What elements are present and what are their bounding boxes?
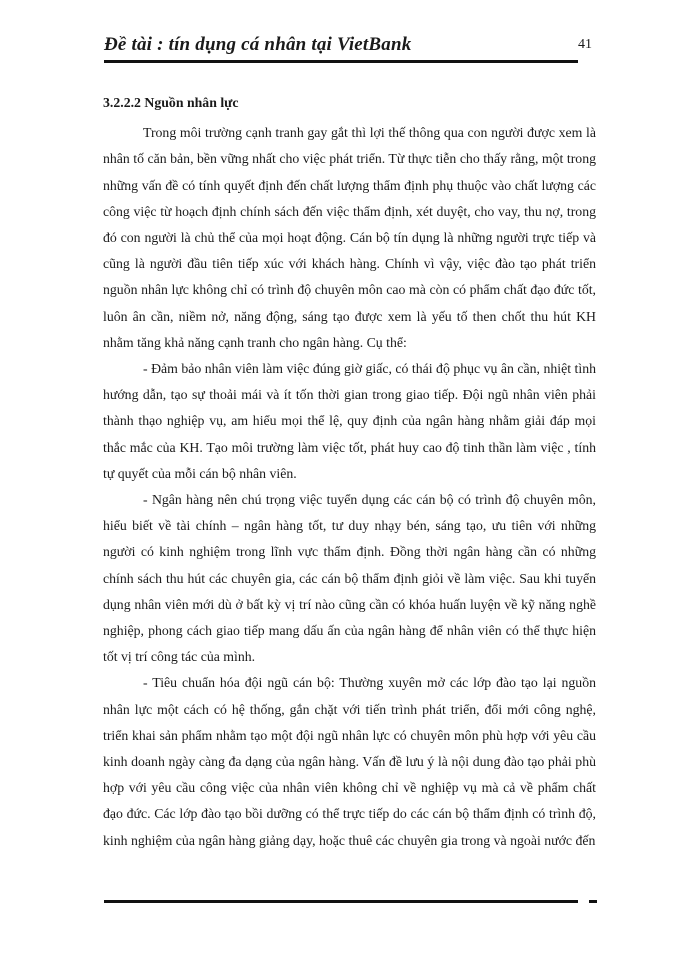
- footer-dash: [589, 900, 597, 903]
- header-divider: [104, 60, 578, 63]
- section-heading: 3.2.2.2 Nguồn nhân lực: [103, 95, 239, 110]
- page-number: 41: [578, 37, 592, 52]
- document-header-title: Đề tài : tín dụng cá nhân tại VietBank: [104, 34, 412, 55]
- paragraph-bullet-standardization: - Tiêu chuẩn hóa đội ngũ cán bộ: Thường xuyên mở các lớp đào tạo lại nguồn nhân lực một cách có hệ thống, gắn chặt với tiến trình phát triển, đổi mới công nghệ, triển khai sản phẩm nhằm tạo một đội ngũ nhân lực có chuyên môn phù hợp với yêu cầu kinh doanh ngày càng đa dạng của ngân hàng. Vấn đề lưu ý là nội dung đào tạo phải phù hợp với yêu cầu công việc của nhân viên không chỉ về nghiệp vụ mà cả về phẩm chất đạo đức. Các lớp đào tạo bồi dưỡng có thể trực tiếp do các cán bộ thẩm định có trình độ, kinh nghiệm của ngân hàng giảng dạy, hoặc thuê các chuyên gia trong và ngoài nước đến: [103, 675, 596, 848]
- paragraph-bullet-recruitment: - Ngân hàng nên chú trọng việc tuyển dụng các cán bộ có trình độ chuyên môn, hiểu biết về tài chính – ngân hàng tốt, tư duy nhạy bén, sáng tạo, ưu tiên với những người có kinh nghiệm trong lĩnh vực thẩm định. Đồng thời ngân hàng cần có những chính sách thu hút các chuyên gia, các cán bộ thẩm định giỏi về làm việc. Sau khi tuyển dụng nhân viên mới dù ở bất kỳ vị trí nào cũng cần có khóa huấn luyện về kỹ năng nghề nghiệp, phong cách giao tiếp mang dấu ấn của ngân hàng để nhân viên có thể thực hiện tốt vị trí công tác của mình.: [103, 492, 596, 665]
- page-body: [103, 90, 596, 854]
- paragraph-bullet-service: - Đảm bảo nhân viên làm việc đúng giờ giấc, có thái độ phục vụ ân cần, nhiệt tình hướng dẫn, tạo sự thoải mái và ít tốn thời gian trong giao tiếp. Đội ngũ nhân viên phải thành thạo nghiệp vụ, am hiểu mọi thể lệ, quy định của ngân hàng nhằm giải đáp mọi thắc mắc của KH. Tạo môi trường làm việc tốt, phát huy cao độ tinh thần làm việc , tính tự quyết của mỗi cán bộ nhân viên.: [103, 361, 596, 481]
- paragraph-intro: Trong môi trường cạnh tranh gay gắt thì lợi thế thông qua con người được xem là nhân tố căn bản, bền vững nhất cho việc phát triển. Từ thực tiễn cho thấy rằng, một trong những vấn đề có tính quyết định đến chất lượng thẩm định phụ thuộc vào chất lượng các công việc từ hoạch định chính sách đến việc thẩm định, xét duyệt, cho vay, thu nợ, trong đó con người là chủ thể của mọi hoạt động. Cán bộ tín dụng là những người trực tiếp và cũng là người đầu tiên tiếp xúc với khách hàng. Chính vì vậy, việc đào tạo phát triển nguồn nhân lực không chỉ có trình độ chuyên môn cao mà còn có phẩm chất đạo đức tốt, luôn ân cần, niềm nở, năng động, sáng tạo được xem là yếu tố then chốt thu hút KH nhằm tăng khả năng cạnh tranh cho ngân hàng. Cụ thể:: [103, 125, 596, 350]
- footer-divider: [104, 900, 578, 903]
